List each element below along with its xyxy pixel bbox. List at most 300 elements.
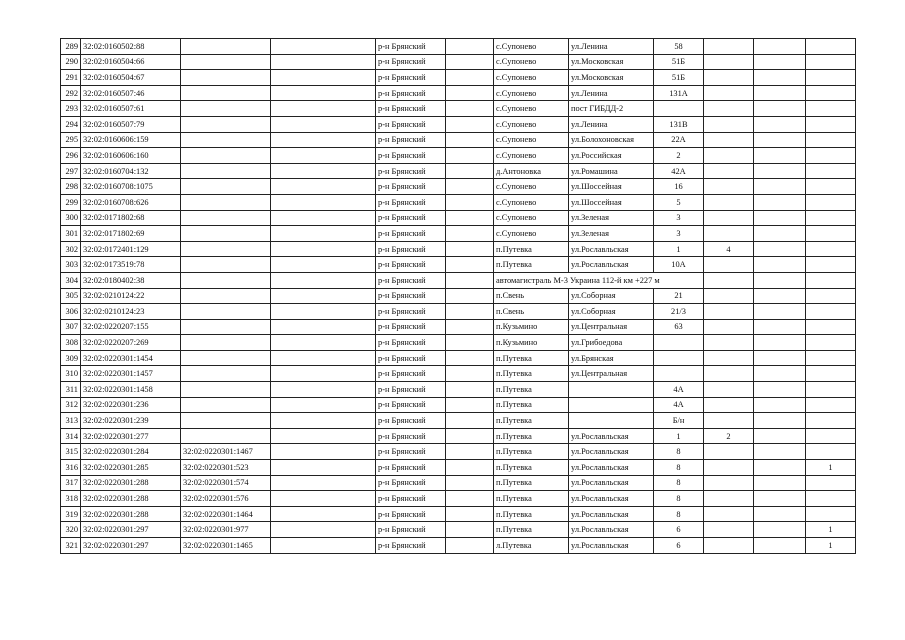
empty-cell [271,382,376,398]
cadastral-number-cell: 32:02:0160606:159 [81,132,181,148]
house-number-cell: 21/3 [654,304,704,320]
row-number-cell: 308 [61,335,81,351]
empty-cell [271,366,376,382]
value-1-cell [704,319,754,335]
value-2-cell [754,428,806,444]
cadastral-number-cell: 32:02:0220301:239 [81,413,181,429]
value-2-cell [754,304,806,320]
settlement-cell: п.Путевка [494,397,569,413]
cadastral-number-cell: 32:02:0220301:297 [81,538,181,554]
district-cell: р-н Брянский [376,413,446,429]
cadastral-number-cell: 32:02:0220301:288 [81,475,181,491]
district-cell: р-н Брянский [376,491,446,507]
value-3-cell [806,70,856,86]
row-number-cell: 304 [61,272,81,288]
cadastral-number-cell: 32:02:0160507:61 [81,101,181,117]
table-row [61,413,856,429]
empty-cell [271,85,376,101]
row-number-cell: 321 [61,538,81,554]
district-cell: р-н Брянский [376,179,446,195]
house-number-cell [654,335,704,351]
cadastral-number-cell: 32:02:0220301:285 [81,460,181,476]
empty-cell [446,319,494,335]
street-cell: ул.Рославльская [569,475,654,491]
street-cell: ул.Ромашина [569,163,654,179]
empty-cell [446,428,494,444]
table-row [61,506,856,522]
row-number-cell: 318 [61,491,81,507]
table-row [61,226,856,242]
table-row [61,210,856,226]
empty-cell [271,39,376,55]
value-1-cell [704,194,754,210]
settlement-cell: п.Путевка [494,428,569,444]
row-number-cell: 311 [61,382,81,398]
value-1-cell [704,257,754,273]
cadastral-number-cell: 32:02:0220207:155 [81,319,181,335]
house-number-cell: 3 [654,226,704,242]
cadastral-number-cell: 32:02:0220301:1454 [81,350,181,366]
value-2-cell [754,491,806,507]
value-1-cell [704,491,754,507]
district-cell: р-н Брянский [376,210,446,226]
street-cell [569,413,654,429]
empty-cell [271,538,376,554]
empty-cell [271,148,376,164]
house-number-cell: 21 [654,288,704,304]
district-cell: р-н Брянский [376,288,446,304]
value-3-cell: 1 [806,538,856,554]
value-3-cell [806,163,856,179]
table-row [61,272,856,288]
value-3-cell [806,257,856,273]
value-3-cell [806,428,856,444]
empty-cell [271,460,376,476]
cadastral-number-cell: 32:02:0220301:288 [81,491,181,507]
cadastral-number-cell: 32:02:0173519:78 [81,257,181,273]
value-1-cell [704,70,754,86]
district-cell: р-н Брянский [376,85,446,101]
street-cell: пост ГИБДД-2 [569,101,654,117]
street-cell: ул.Рославльская [569,241,654,257]
value-1-cell [704,413,754,429]
empty-cell [271,116,376,132]
table-row [61,475,856,491]
linked-cadastral-number-cell [181,39,271,55]
empty-cell [446,148,494,164]
value-2-cell [754,444,806,460]
linked-cadastral-number-cell [181,241,271,257]
cadastral-number-cell: 32:02:0220301:284 [81,444,181,460]
district-cell: р-н Брянский [376,39,446,55]
street-cell: ул.Ленина [569,116,654,132]
row-number-cell: 300 [61,210,81,226]
value-2-cell [754,241,806,257]
row-number-cell: 309 [61,350,81,366]
value-3-cell [806,444,856,460]
settlement-cell: с.Супонево [494,101,569,117]
linked-cadastral-number-cell [181,288,271,304]
street-cell: ул.Рославльская [569,444,654,460]
linked-cadastral-number-cell [181,85,271,101]
house-number-cell: 8 [654,444,704,460]
value-1-cell [704,210,754,226]
linked-cadastral-number-cell [181,226,271,242]
street-cell: ул.Грибоедова [569,335,654,351]
value-2-cell [754,70,806,86]
empty-cell [446,475,494,491]
cadastral-number-cell: 32:02:0210124:22 [81,288,181,304]
linked-cadastral-number-cell [181,335,271,351]
house-number-cell: 16 [654,179,704,195]
table-row [61,397,856,413]
value-3-cell [806,194,856,210]
empty-cell [271,54,376,70]
settlement-cell: с.Супонево [494,70,569,86]
linked-cadastral-number-cell [181,179,271,195]
empty-cell [446,522,494,538]
linked-cadastral-number-cell: 32:02:0220301:1467 [181,444,271,460]
value-2-cell [754,132,806,148]
row-number-cell: 289 [61,39,81,55]
empty-cell [446,288,494,304]
row-number-cell: 319 [61,506,81,522]
district-cell: р-н Брянский [376,148,446,164]
settlement-cell: с.Супонево [494,85,569,101]
value-1-cell [704,538,754,554]
table-row [61,163,856,179]
house-number-cell: 51Б [654,70,704,86]
value-2-cell [754,179,806,195]
district-cell: р-н Брянский [376,241,446,257]
district-cell: р-н Брянский [376,382,446,398]
table-row [61,335,856,351]
settlement-cell: п.Путевка [494,491,569,507]
linked-cadastral-number-cell [181,132,271,148]
house-number-cell [654,350,704,366]
settlement-cell: п.Путевка [494,382,569,398]
house-number-cell: 4А [654,382,704,398]
value-1-cell [704,382,754,398]
district-cell: р-н Брянский [376,304,446,320]
cadastral-number-cell: 32:02:0220301:297 [81,522,181,538]
value-3-cell [806,413,856,429]
linked-cadastral-number-cell [181,382,271,398]
street-cell: ул.Российская [569,148,654,164]
row-number-cell: 297 [61,163,81,179]
linked-cadastral-number-cell: 32:02:0220301:977 [181,522,271,538]
empty-cell [446,257,494,273]
empty-cell [446,460,494,476]
house-number-cell: 6 [654,538,704,554]
table-row [61,85,856,101]
value-3-cell [806,319,856,335]
street-cell: ул.Рославльская [569,522,654,538]
value-3-cell [806,241,856,257]
settlement-cell: с.Супонево [494,148,569,164]
table-row [61,116,856,132]
empty-cell [446,382,494,398]
row-number-cell: 291 [61,70,81,86]
house-number-cell: 131В [654,116,704,132]
table-row [61,148,856,164]
empty-cell [271,304,376,320]
address-span-cell: автомагистраль М-3 Украина 112-й км +227 м [494,272,704,288]
value-1-cell [704,366,754,382]
settlement-cell: п.Свень [494,304,569,320]
district-cell: р-н Брянский [376,116,446,132]
settlement-cell: п.Кузьмино [494,319,569,335]
value-1-cell [704,148,754,164]
linked-cadastral-number-cell: 32:02:0220301:576 [181,491,271,507]
cadastral-number-cell: 32:02:0220301:277 [81,428,181,444]
value-3-cell [806,491,856,507]
empty-cell [446,101,494,117]
empty-cell [271,132,376,148]
district-cell: р-н Брянский [376,506,446,522]
settlement-cell: п.Путевка [494,522,569,538]
value-3-cell [806,39,856,55]
empty-cell [271,257,376,273]
house-number-cell: 63 [654,319,704,335]
empty-cell [271,70,376,86]
value-1-cell [704,288,754,304]
settlement-cell: п.Путевка [494,241,569,257]
empty-cell [271,413,376,429]
value-3-cell: 1 [806,522,856,538]
linked-cadastral-number-cell [181,101,271,117]
row-number-cell: 313 [61,413,81,429]
settlement-cell: с.Супонево [494,210,569,226]
settlement-cell: п.Путевка [494,366,569,382]
linked-cadastral-number-cell [181,366,271,382]
linked-cadastral-number-cell [181,194,271,210]
row-number-cell: 302 [61,241,81,257]
district-cell: р-н Брянский [376,460,446,476]
house-number-cell: 8 [654,460,704,476]
street-cell: ул.Брянская [569,350,654,366]
district-cell: р-н Брянский [376,350,446,366]
value-3-cell [806,210,856,226]
row-number-cell: 294 [61,116,81,132]
value-3-cell [806,226,856,242]
house-number-cell: 22А [654,132,704,148]
street-cell [569,397,654,413]
empty-cell [271,475,376,491]
value-1-cell [704,397,754,413]
value-1-cell [704,522,754,538]
house-number-cell: 2 [654,148,704,164]
empty-cell [446,538,494,554]
district-cell: р-н Брянский [376,257,446,273]
row-number-cell: 305 [61,288,81,304]
linked-cadastral-number-cell [181,163,271,179]
cadastral-number-cell: 32:02:0160606:160 [81,148,181,164]
cadastral-number-cell: 32:02:0160504:66 [81,54,181,70]
empty-cell [446,163,494,179]
district-cell: р-н Брянский [376,475,446,491]
settlement-cell: п.Путевка [494,506,569,522]
value-2-cell [754,319,806,335]
linked-cadastral-number-cell [181,413,271,429]
empty-cell [271,272,376,288]
value-3-cell [806,506,856,522]
street-cell: ул.Ленина [569,39,654,55]
street-cell: ул.Рославльская [569,428,654,444]
value-2-cell [754,116,806,132]
value-2-cell [754,460,806,476]
table-row [61,538,856,554]
empty-cell [446,444,494,460]
value-1-cell [704,335,754,351]
empty-cell [271,288,376,304]
district-cell: р-н Брянский [376,163,446,179]
empty-cell [271,506,376,522]
district-cell: р-н Брянский [376,428,446,444]
value-1-cell [704,226,754,242]
value-1-cell [704,304,754,320]
row-number-cell: 296 [61,148,81,164]
empty-cell [271,444,376,460]
empty-cell [446,132,494,148]
linked-cadastral-number-cell: 32:02:0220301:1465 [181,538,271,554]
street-cell: ул.Рославльская [569,538,654,554]
value-3-cell [806,366,856,382]
value-1-cell [704,132,754,148]
district-cell: р-н Брянский [376,444,446,460]
value-3-cell [806,54,856,70]
house-number-cell: 6 [654,522,704,538]
street-cell: ул.Центральная [569,366,654,382]
district-cell: р-н Брянский [376,397,446,413]
street-cell: ул.Соборная [569,304,654,320]
table-row [61,288,856,304]
district-cell: р-н Брянский [376,194,446,210]
district-cell: р-н Брянский [376,522,446,538]
table-row [61,491,856,507]
value-3-cell: 1 [806,460,856,476]
street-cell [569,382,654,398]
house-number-cell: 51Б [654,54,704,70]
table-row [61,350,856,366]
settlement-cell: п.Путевка [494,444,569,460]
value-2-cell [754,288,806,304]
empty-cell [271,226,376,242]
empty-cell [446,116,494,132]
cadastral-number-cell: 32:02:0160704:132 [81,163,181,179]
value-2-cell [754,272,806,288]
district-cell: р-н Брянский [376,101,446,117]
table-row [61,39,856,55]
empty-cell [446,54,494,70]
value-3-cell [806,272,856,288]
settlement-cell: л.Путевка [494,538,569,554]
table-row [61,522,856,538]
settlement-cell: п.Путевка [494,475,569,491]
street-cell: ул.Рославльская [569,460,654,476]
value-1-cell [704,116,754,132]
district-cell: р-н Брянский [376,272,446,288]
value-3-cell [806,101,856,117]
house-number-cell: 8 [654,491,704,507]
linked-cadastral-number-cell [181,350,271,366]
cadastral-number-cell: 32:02:0220301:288 [81,506,181,522]
street-cell: ул.Рославльская [569,257,654,273]
settlement-cell: с.Супонево [494,54,569,70]
house-number-cell: 4А [654,397,704,413]
value-2-cell [754,54,806,70]
cadastral-number-cell: 32:02:0220301:1458 [81,382,181,398]
linked-cadastral-number-cell [181,272,271,288]
value-1-cell [704,39,754,55]
linked-cadastral-number-cell [181,319,271,335]
empty-cell [446,39,494,55]
house-number-cell: Б/н [654,413,704,429]
empty-cell [271,319,376,335]
house-number-cell: 8 [654,506,704,522]
street-cell: ул.Шоссейная [569,179,654,195]
empty-cell [446,491,494,507]
empty-cell [446,335,494,351]
table-row [61,241,856,257]
value-1-cell [704,85,754,101]
value-2-cell [754,85,806,101]
house-number-cell [654,366,704,382]
value-3-cell [806,397,856,413]
cadastral-number-cell: 32:02:0160502:88 [81,39,181,55]
district-cell: р-н Брянский [376,319,446,335]
street-cell: ул.Московская [569,70,654,86]
linked-cadastral-number-cell [181,148,271,164]
district-cell: р-н Брянский [376,54,446,70]
street-cell: ул.Рославльская [569,491,654,507]
value-1-cell [704,475,754,491]
empty-cell [271,163,376,179]
district-cell: р-н Брянский [376,538,446,554]
street-cell: ул.Рославльская [569,506,654,522]
value-2-cell [754,475,806,491]
cadastral-number-cell: 32:02:0171802:68 [81,210,181,226]
empty-cell [271,522,376,538]
street-cell: ул.Шоссейная [569,194,654,210]
empty-cell [271,241,376,257]
value-1-cell [704,101,754,117]
value-2-cell [754,39,806,55]
street-cell: ул.Ленина [569,85,654,101]
empty-cell [271,350,376,366]
house-number-cell: 1 [654,241,704,257]
house-number-cell: 1 [654,428,704,444]
house-number-cell: 42А [654,163,704,179]
settlement-cell: с.Супонево [494,194,569,210]
empty-cell [446,70,494,86]
empty-cell [446,304,494,320]
district-cell: р-н Брянский [376,366,446,382]
value-1-cell: 2 [704,428,754,444]
row-number-cell: 316 [61,460,81,476]
linked-cadastral-number-cell: 32:02:0220301:523 [181,460,271,476]
street-cell: ул.Центральная [569,319,654,335]
table-row [61,54,856,70]
linked-cadastral-number-cell [181,210,271,226]
table-row [61,257,856,273]
value-2-cell [754,148,806,164]
table-row [61,194,856,210]
value-2-cell [754,506,806,522]
value-1-cell [704,444,754,460]
settlement-cell: п.Свень [494,288,569,304]
value-3-cell [806,382,856,398]
